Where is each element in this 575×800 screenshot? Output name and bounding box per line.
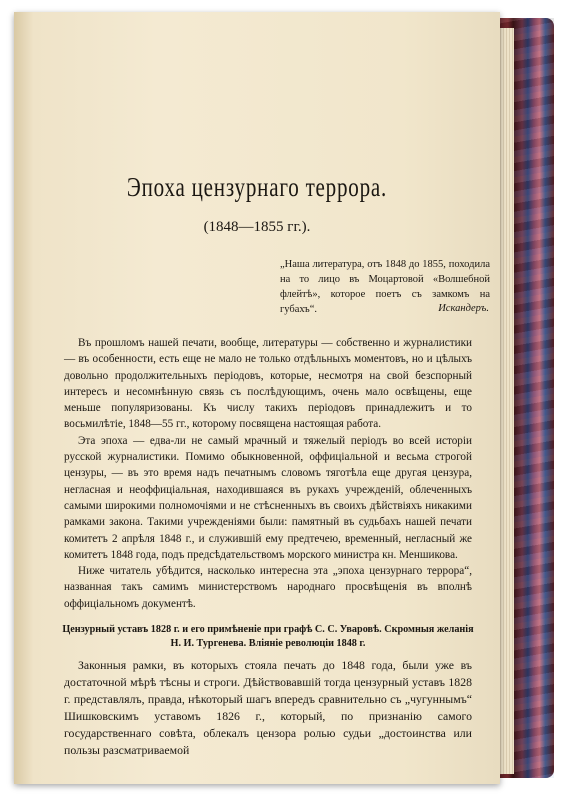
book-page (14, 12, 500, 784)
paragraph: Ниже читатель убѣдится, насколько интересна эта „эпоха цензурнаго террора“, названная такъ самимъ министерствомъ народнаго просвѣщенія въ вполнѣ оффиціальномъ документѣ. (64, 565, 472, 610)
section-heading: Цензурный уставъ 1828 г. и его примѣненіе при графѣ С. С. Уваровѣ. Скромныя желанія Н. И. Тургенева. Вліяніе революціи 1848 г. (62, 624, 474, 649)
paragraph: Эта эпоха — едва-ли не самый мрачный и тяжелый періодъ во всей исторіи русской журналистики. Помимо обыкновенной, оффиціальной и весьма строгой цензуры, — въ это время надъ печатнымъ словомъ тяготѣла еще другая цензура, негласная и неоффиціальная, находившаяся въ рукахъ учрежденій, облеченныхъ самыми широкими полномочіями и не стѣсненныхъ въ своихъ дѣйствіяхъ никакими рамками закона. Такими учрежденіями были: памятный въ судьбахъ нашей печати комитетъ 2 апрѣля 1848 г., и служившій ему предтечею, временный, негласный же комитетъ 1848 года, подъ предсѣдательствомъ морского министра кн. Меншикова. (64, 434, 472, 561)
intro-text (64, 335, 472, 612)
chapter-dates: (1848—1855 гг.). (203, 219, 311, 235)
paragraph: Въ прошломъ нашей печати, вообще, литературы — собственно и журналистики — въ особенности, есть еще не мало не только отдѣльныхъ моментовъ, но и цѣлыхъ довольно продолжительныхъ періодовъ, которые, несмотря на свой безспорный интересъ и несомнѣнную связь съ послѣдующимъ, очень мало освѣщены, еще меньше популяризованы. Къ числу такихъ періодовъ принадлежитъ и то восьмилѣтіе, 1848—55 гг., которому посвящена настоящая работа. (64, 337, 472, 431)
epigraph-author: Искандеръ. (438, 303, 489, 314)
chapter-title: Эпоха цензурнаго террора. (126, 172, 388, 202)
paragraph: Законныя рамки, въ которыхъ стояла печать до 1848 года, были уже въ достаточной мѣрѣ тѣсны и строги. Дѣйствовавшій тогда цензурный уставъ 1828 г. представлялъ, правда, нѣкоторый шагъ впередъ сравнительно съ „чугуннымъ“ Шишковскимъ уставомъ 1826 г., который, по признанію самого государственнаго совѣта, облекалъ цензора ролью судьи „достоинства или пользы разсматриваемой (64, 658, 472, 757)
epigraph-text: „Наша литература, отъ 1848 до 1855, походила на то лицо въ Моцартовой «Волшебной флейтѣ», которое поетъ съ замкомъ на губахъ“. (280, 259, 490, 315)
section-text (64, 657, 472, 759)
